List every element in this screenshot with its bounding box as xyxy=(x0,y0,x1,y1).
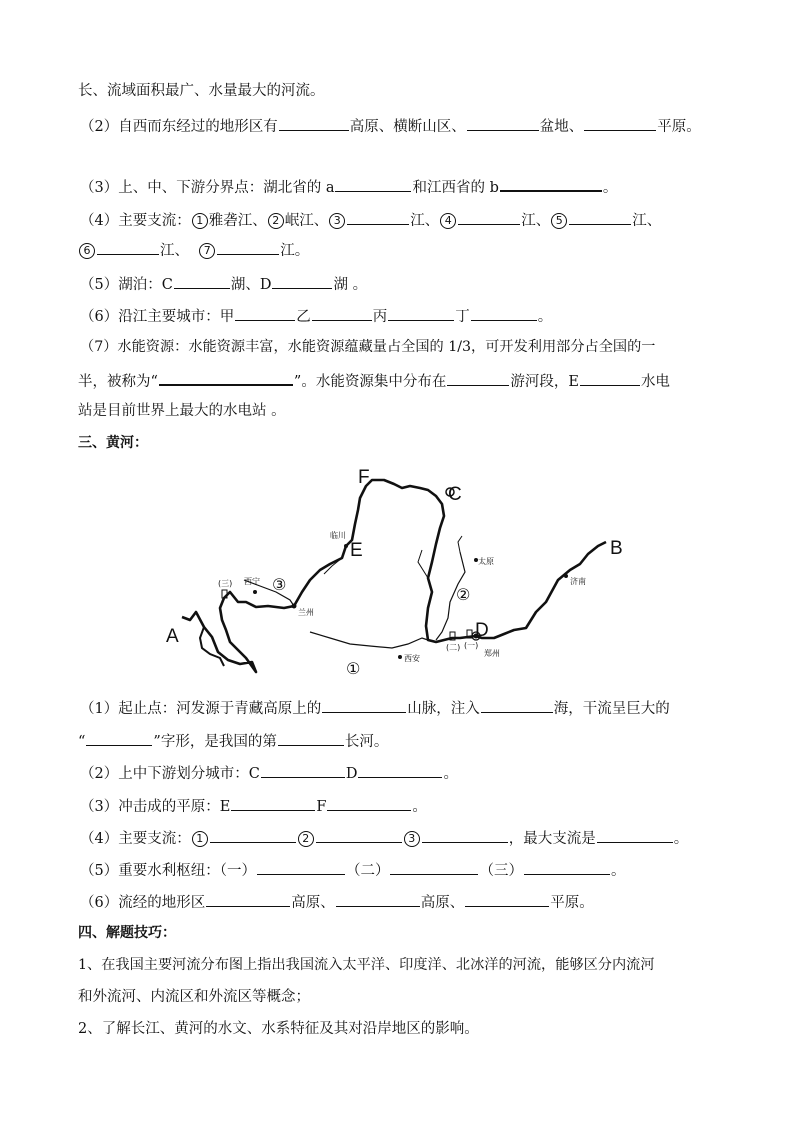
number-1-icon: 1 xyxy=(192,213,208,229)
map-dam-3: (三) xyxy=(218,579,233,588)
cj-q2-blank2[interactable] xyxy=(467,114,539,131)
cj-q3-blank-b[interactable] xyxy=(500,174,602,192)
hh-q1-l2-t2: 长河。 xyxy=(344,734,389,750)
hh-q4-t2: 。 xyxy=(673,831,689,847)
cj-q6-pre: （6）沿江主要城市：甲 xyxy=(80,309,235,325)
hh-q3-t2: 。 xyxy=(412,799,427,815)
map-label-3: ③ xyxy=(272,575,287,594)
number-3-icon: 3 xyxy=(404,831,420,847)
cj-q7-l2-t2: 游河段，E xyxy=(510,374,579,390)
hh-q2-blank-d[interactable] xyxy=(358,761,442,778)
map-label-a: A xyxy=(166,626,179,647)
fen-river-upper xyxy=(458,536,462,552)
hh-q2-blank-c[interactable] xyxy=(261,761,345,778)
hh-q1-l2-t1: ”字形，是我国的第 xyxy=(153,734,277,750)
hh-q1-blank-sea[interactable] xyxy=(481,696,553,713)
map-label-b: B xyxy=(610,538,623,559)
map-city-zhengzhou: 郑州 xyxy=(484,649,500,658)
hh-q1-blank-rank[interactable] xyxy=(278,729,344,746)
cj-q6-blank1[interactable] xyxy=(235,304,295,321)
hh-q6-blank2[interactable] xyxy=(336,890,420,907)
cj-q7-line1: （7）水能资源：水能资源丰富，水能资源蕴藏量占全国的 1/3，可开发利用部分占全国的一 xyxy=(80,339,656,355)
cj-q4 xyxy=(80,208,661,232)
cj-q3-t1: 和江西省的 b xyxy=(412,180,499,196)
cj-q4-blank5[interactable] xyxy=(569,208,631,225)
cj-q6 xyxy=(80,304,552,328)
hh-q2-pre: （2）上中下游划分城市：C xyxy=(80,766,260,782)
hh-q1-blank-mountain[interactable] xyxy=(322,696,406,713)
tips-heading: 四、解题技巧： xyxy=(78,925,176,941)
jinan-dot xyxy=(564,574,568,578)
hh-q6-blank3[interactable] xyxy=(465,890,549,907)
cj-q3 xyxy=(80,174,617,199)
hh-q1-blank-shape[interactable] xyxy=(86,729,152,746)
hh-q5-blank2[interactable] xyxy=(390,858,478,875)
cj-q6-t3: 丁 xyxy=(455,309,470,325)
cj-q7-blank-segment[interactable] xyxy=(447,369,509,386)
hh-q4-blank2[interactable] xyxy=(316,826,402,843)
number-3-icon: 3 xyxy=(329,213,345,229)
hh-q6-blank1[interactable] xyxy=(206,890,290,907)
hh-q5-blank3[interactable] xyxy=(524,858,610,875)
cj-q5-blank-c[interactable] xyxy=(174,272,230,289)
hh-q4-pre: （4）主要支流： xyxy=(80,831,191,847)
yellow-river-map xyxy=(160,462,640,684)
hh-q4-blank-largest[interactable] xyxy=(597,826,673,843)
number-2-icon: 2 xyxy=(268,213,284,229)
upper-reach-branch xyxy=(200,627,224,666)
map-label-1: ① xyxy=(346,659,361,678)
cj-q7-blank-title[interactable] xyxy=(159,368,293,386)
cj-q5-blank-d[interactable] xyxy=(272,272,332,289)
hh-q6-t1: 高原、 xyxy=(291,895,335,911)
map-dam-2: (二) xyxy=(446,643,461,652)
cj-q3-pre: （3）上、中、下游分界点：湖北省的 a xyxy=(80,180,335,196)
cj-q6-t1: 乙 xyxy=(296,309,311,325)
map-label-f: F xyxy=(358,467,370,488)
cj-q4-s5: 江、 xyxy=(632,213,662,229)
tips-p1b: 和外流河、内流区和外流区等概念； xyxy=(78,989,310,1005)
cj-q2-pre: （2）自西而东经过的地形区有 xyxy=(80,119,278,135)
cj-q7-l2-t1: ”。水能资源集中分布在 xyxy=(293,374,447,390)
cj-q4-s4: 江、 xyxy=(521,213,551,229)
cj-q3-blank-a[interactable] xyxy=(335,175,411,192)
lanzhou-dot xyxy=(292,604,297,609)
cj-q4-s2: 岷江、 xyxy=(284,213,329,229)
hh-q1-pre: （1）起止点：河发源于青藏高原上的 xyxy=(80,701,322,717)
cj-intro-tail: 长、流域面积最广、水量最大的河流。 xyxy=(78,83,325,99)
map-label-d: D xyxy=(475,620,489,641)
hh-q3-pre: （3）冲击成的平原：E xyxy=(80,799,231,815)
xian-dot xyxy=(398,655,402,659)
cj-q5-pre: （5）湖泊：C xyxy=(80,277,173,293)
cj-q2-t2: 盆地、 xyxy=(539,119,584,135)
cj-q7-line2 xyxy=(78,368,670,393)
hh-q6-t2: 高原、 xyxy=(420,895,465,911)
cj-q6-blank2[interactable] xyxy=(312,304,372,321)
cj-q2-t3: 平原。 xyxy=(657,119,701,135)
number-4-icon: 4 xyxy=(440,213,456,229)
hh-q1-cont xyxy=(78,729,388,753)
huanghe-heading: 三、黄河： xyxy=(78,435,148,451)
cj-q5 xyxy=(80,272,367,296)
cj-q7-l2-t3: 水电 xyxy=(640,374,670,390)
map-dam-1: (一) xyxy=(464,641,479,650)
cj-q4-s6: 江、 xyxy=(160,243,189,259)
map-city-xian: 西安 xyxy=(404,654,420,663)
cj-q7-l2-pre: 半，被称为“ xyxy=(78,374,158,390)
hh-q5-pre: （5）重要水利枢纽：（一） xyxy=(80,863,256,879)
number-7-icon: 7 xyxy=(199,243,215,259)
hh-q1 xyxy=(80,696,670,720)
cj-q6-t4: 。 xyxy=(537,309,553,325)
cj-q6-t2: 丙 xyxy=(372,309,388,325)
cj-q6-blank3[interactable] xyxy=(388,304,454,321)
number-6-icon: 6 xyxy=(79,243,95,259)
cj-q2-blank3[interactable] xyxy=(584,114,656,131)
map-city-lanzhou: 兰州 xyxy=(298,608,314,617)
cj-q4-blank6[interactable] xyxy=(97,238,159,255)
tips-p2: 2、了解长江、黄河的水文、水系特征及其对沿岸地区的影响。 xyxy=(78,1021,479,1037)
linchuan-dot xyxy=(344,544,348,548)
tributary-east xyxy=(418,550,428,578)
hh-q5-blank1[interactable] xyxy=(257,858,345,875)
cj-q4-s7: 江。 xyxy=(280,243,310,259)
cj-q5-t2: 湖 。 xyxy=(333,277,368,293)
cj-q4-blank7[interactable] xyxy=(217,238,279,255)
hh-q1-t1: 山脉，注入 xyxy=(407,701,480,717)
map-city-linchuan: 临川 xyxy=(330,531,346,540)
yellow-river-mainstream xyxy=(182,480,606,672)
hh-q5-t1: （二） xyxy=(345,863,390,879)
cj-q4-s1: 雅砻江、 xyxy=(208,213,267,229)
hh-q3-blank-f[interactable] xyxy=(327,794,411,811)
hh-q4 xyxy=(80,826,688,850)
hh-q2-t2: 。 xyxy=(443,766,458,782)
cj-q4-blank4[interactable] xyxy=(458,208,520,225)
hh-q2 xyxy=(80,761,458,785)
cj-q3-t2: 。 xyxy=(602,180,618,196)
cj-q7-blank-station[interactable] xyxy=(580,369,640,386)
hh-q3-t1: F xyxy=(316,799,327,815)
xining-dot xyxy=(253,590,257,594)
wei-river xyxy=(310,632,428,648)
cj-q4-s3: 江、 xyxy=(410,213,440,229)
hh-q4-blank3[interactable] xyxy=(422,826,508,843)
cj-q5-t1: 湖、D xyxy=(230,277,272,293)
cj-q2-t1: 高原、横断山区、 xyxy=(349,119,466,135)
hh-q1-t2: 海，干流呈巨大的 xyxy=(553,701,670,717)
hh-q3-blank-e[interactable] xyxy=(231,794,315,811)
number-5-icon: 5 xyxy=(551,213,567,229)
hh-q3 xyxy=(80,794,427,818)
tips-p1a: 1、在我国主要河流分布图上指出我国流入太平洋、印度洋、北冰洋的河流，能够区分内流河 xyxy=(78,957,655,973)
cj-q2 xyxy=(80,114,701,138)
hh-q6-t3: 平原。 xyxy=(550,895,594,911)
hh-q6 xyxy=(80,890,594,914)
cj-q6-blank4[interactable] xyxy=(471,304,537,321)
hh-q5-t2: （三） xyxy=(479,863,523,879)
hh-q6-pre: （6）流经的地形区 xyxy=(80,895,206,911)
number-2-icon: 2 xyxy=(298,831,314,847)
hh-q5 xyxy=(80,858,625,882)
map-city-xining: 西宁 xyxy=(244,577,260,586)
hh-q4-blank1[interactable] xyxy=(210,826,296,843)
cj-q4-pre: （4）主要支流： xyxy=(80,213,191,229)
hh-q1-l2-pre: “ xyxy=(78,734,86,750)
map-label-e: E xyxy=(350,540,363,561)
map-city-jinan: 济南 xyxy=(570,577,586,586)
cj-q4-cont xyxy=(78,238,309,262)
map-label-2: ② xyxy=(456,585,471,604)
cj-q2-blank1[interactable] xyxy=(279,114,349,131)
cj-q7-line3: 站是目前世界上最大的水电站 。 xyxy=(78,403,286,419)
hh-q5-t3: 。 xyxy=(610,863,626,879)
map-city-taiyuan: 太原 xyxy=(478,557,494,566)
number-1-icon: 1 xyxy=(192,831,208,847)
map-label-c: C xyxy=(448,484,462,505)
hh-q2-t1: D xyxy=(345,766,358,782)
hh-q4-t1: ，最大支流是 xyxy=(508,831,596,847)
cj-q4-blank3[interactable] xyxy=(347,208,409,225)
